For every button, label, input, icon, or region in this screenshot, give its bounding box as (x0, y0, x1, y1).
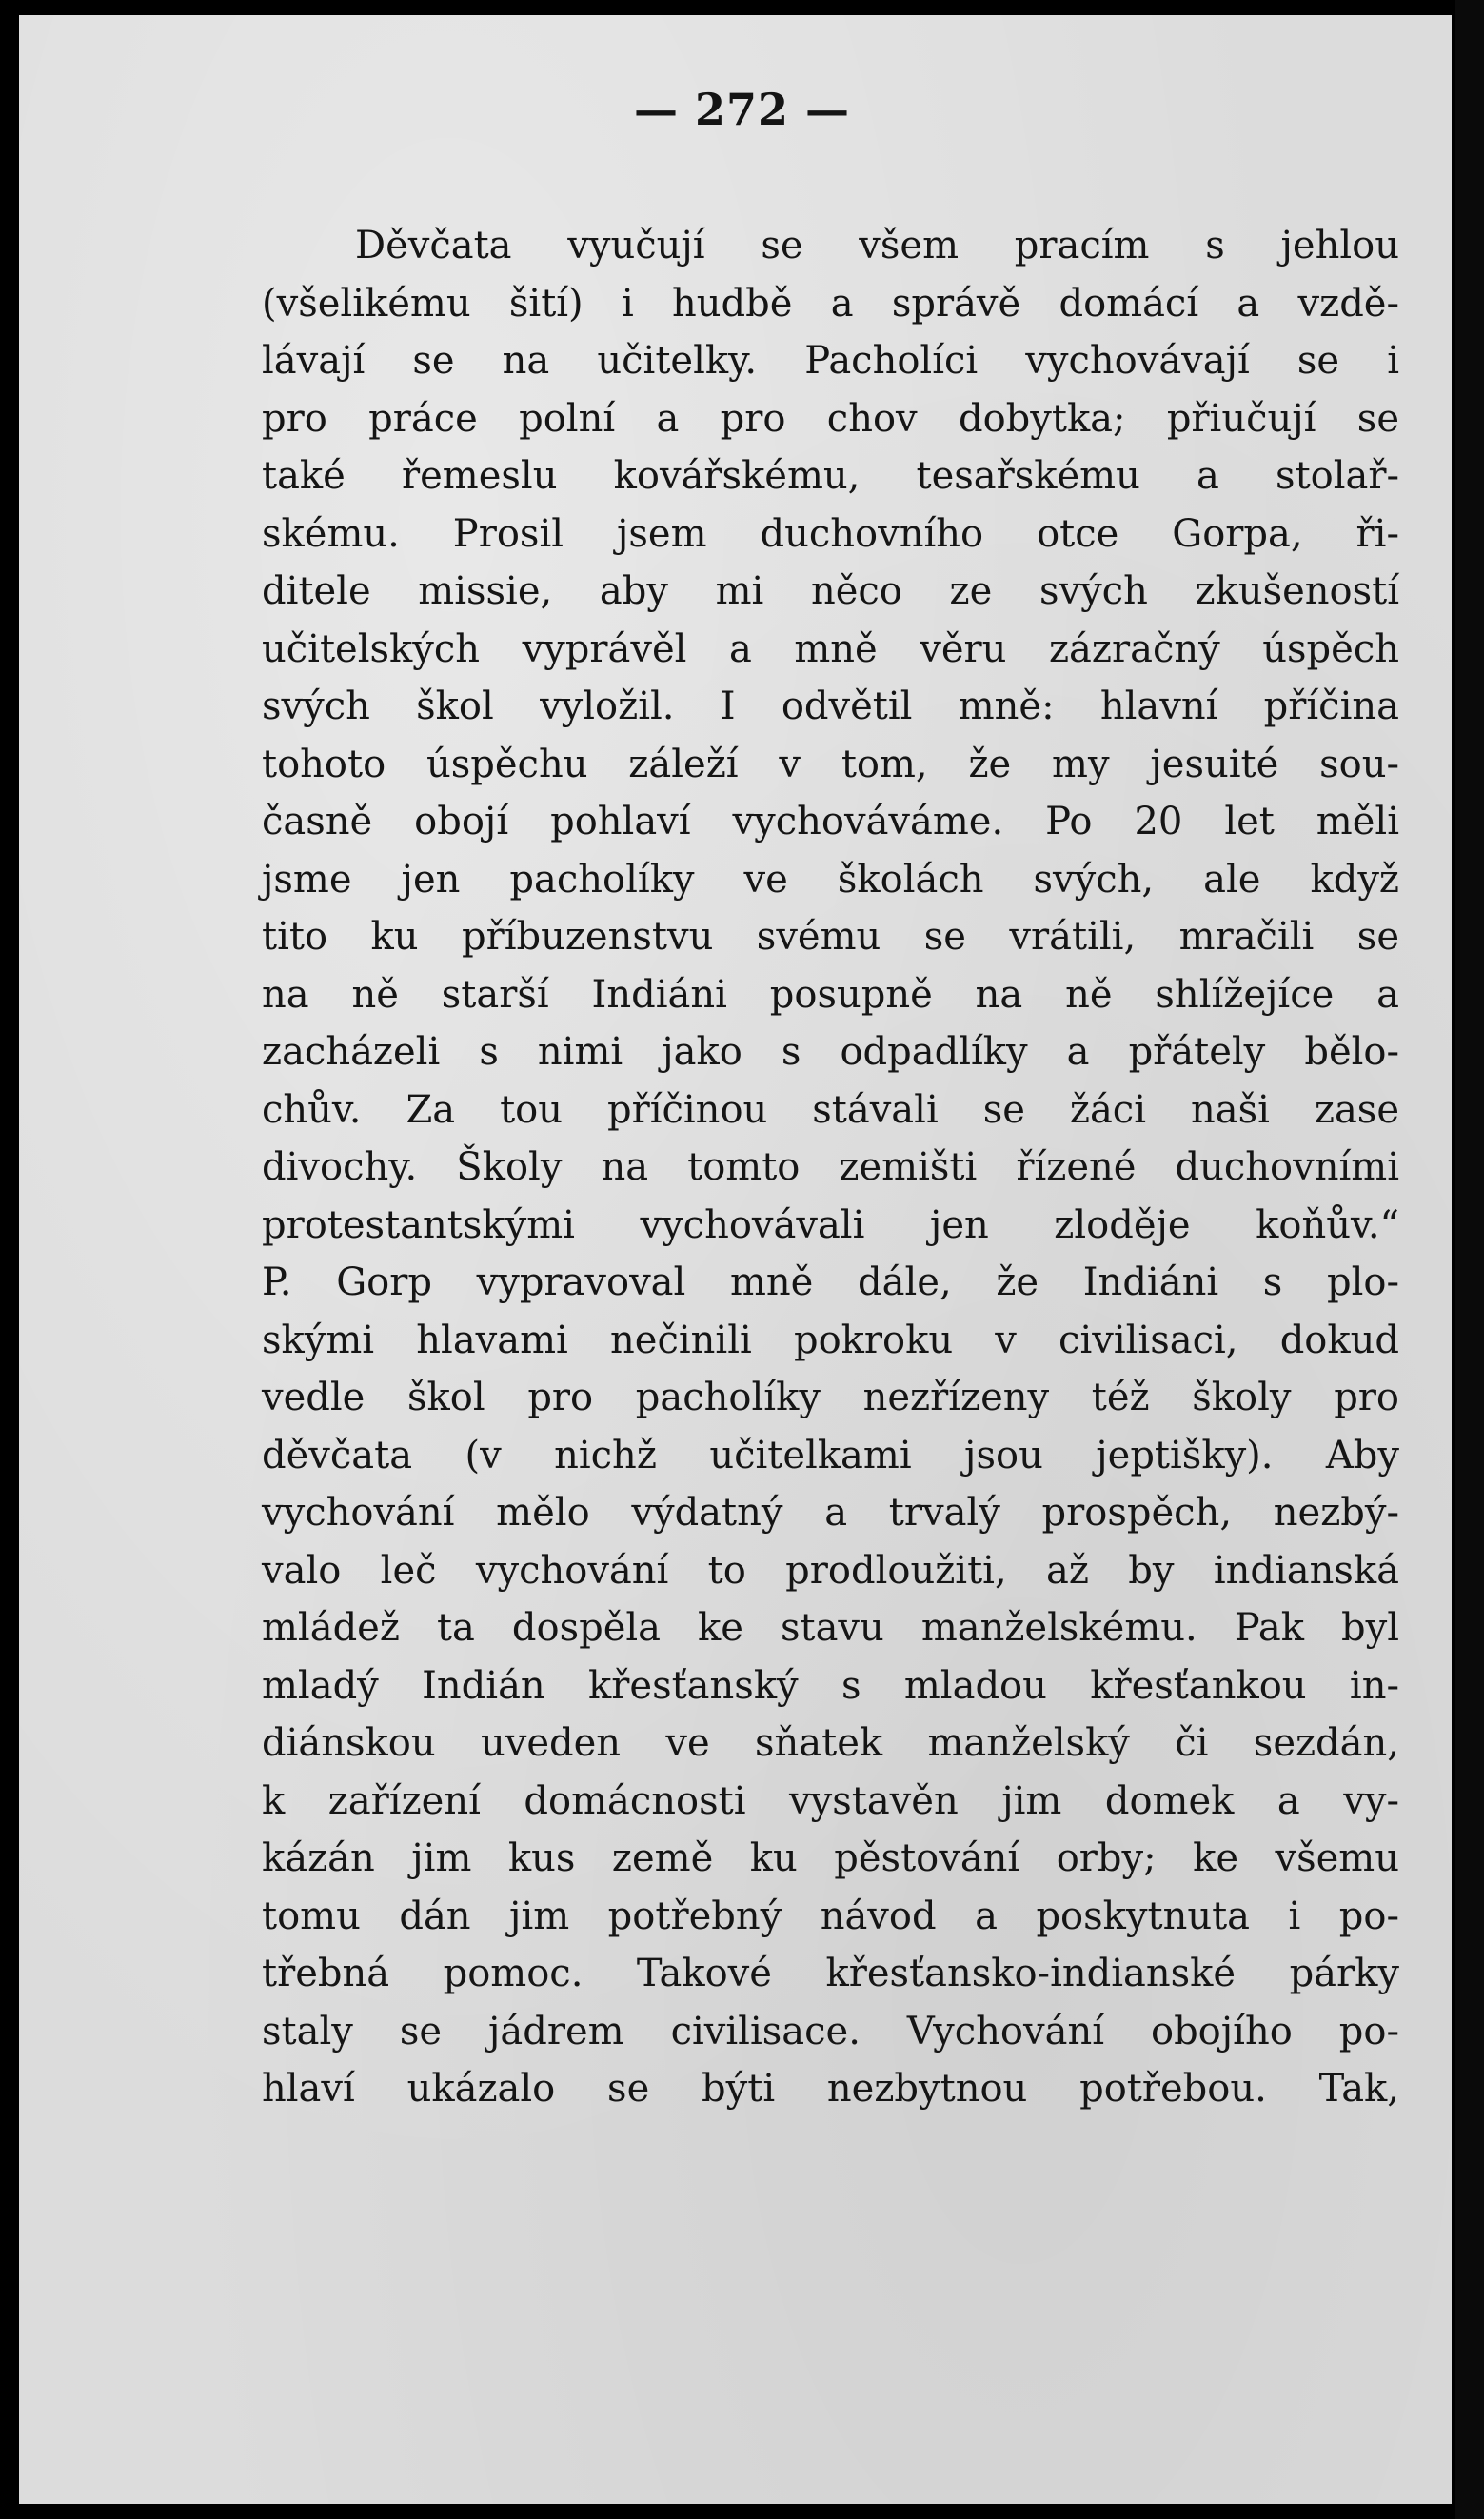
text-line: tito ku příbuzenstvu svému se vrátili, mračili se (262, 915, 1399, 959)
text-line: svých škol vyložil. I odvětil mně: hlavní příčina (262, 684, 1399, 728)
text-line: vychování mělo výdatný a trvalý prospěch, nezbý- (262, 1491, 1399, 1535)
text-line: skému. Prosil jsem duchovního otce Gorpa, ři- (262, 511, 1399, 556)
text-line: pro práce polní a pro chov dobytka; přiučují se (262, 396, 1399, 441)
text-line: časně obojí pohlaví vychováváme. Po 20 let měli (262, 800, 1399, 843)
text-line: k zařízení domácnosti vystavěn jim domek a vy- (262, 1778, 1399, 1823)
text-line: P. Gorp vypravoval mně dále, že Indiáni s plo- (262, 1260, 1399, 1304)
text-line: tomu dán jim potřebný návod a poskytnuta i po- (262, 1894, 1399, 1938)
text-line: (všelikému šití) i hudbě a správě domácí a vzdě- (262, 281, 1399, 326)
text-line: diánskou uveden ve sňatek manželský či sezdán, (262, 1721, 1399, 1765)
text-line: mládež ta dospěla ke stavu manželskému. Pak byl (262, 1606, 1399, 1650)
text-line: zacházeli s nimi jako s odpadlíky a přátely bělo- (262, 1030, 1399, 1074)
scan-border (1455, 0, 1484, 2519)
text-line: učitelských vyprávěl a mně věru zázračný úspěch (262, 626, 1399, 671)
text-line: valo leč vychování to prodloužiti, až by indianská (262, 1548, 1399, 1593)
text-line: chův. Za tou příčinou stávali se žáci naši zase (262, 1087, 1399, 1132)
text-line: vedle škol pro pacholíky nezřízeny též školy pro (262, 1376, 1399, 1419)
text-line: lávají se na učitelky. Pacholíci vychovávají se i (262, 339, 1399, 383)
text-line: divochy. Školy na tomto zemišti řízené duchovními (262, 1145, 1399, 1189)
text-line: třebná pomoc. Takové křesťansko-indianské párky (262, 1952, 1399, 1995)
text-line: děvčata (v nichž učitelkami jsou jeptišky). Aby (262, 1433, 1399, 1478)
text-line: mladý Indián křesťanský s mladou křesťankou in- (262, 1663, 1399, 1708)
text-line: jsme jen pacholíky ve školách svých, ale když (262, 857, 1399, 902)
text-line: na ně starší Indiáni posupně na ně shlížejíce a (262, 972, 1399, 1017)
text-line: Děvčata vyučují se všem pracím s jehlou (355, 224, 1399, 268)
text-line: skými hlavami nečinili pokroku v civilisaci, dokud (262, 1318, 1399, 1362)
text-line: také řemeslu kovářskému, tesařskému a stolař- (262, 454, 1399, 498)
text-line: staly se jádrem civilisace. Vychování obojího po- (262, 2009, 1399, 2053)
text-line: kázán jim kus země ku pěstování orby; ke všemu (262, 1836, 1399, 1880)
body-text (262, 217, 1399, 2118)
text-line: protestantskými vychovávali jen zloděje koňův.“ (262, 1202, 1399, 1247)
text-line: hlaví ukázalo se býti nezbytnou potřebou. Tak, (262, 2067, 1399, 2111)
text-line: ditele missie, aby mi něco ze svých zkušeností (262, 569, 1399, 613)
page-number: — 272 — (633, 84, 851, 135)
text-line: tohoto úspěchu záleží v tom, že my jesuité sou- (262, 742, 1399, 786)
